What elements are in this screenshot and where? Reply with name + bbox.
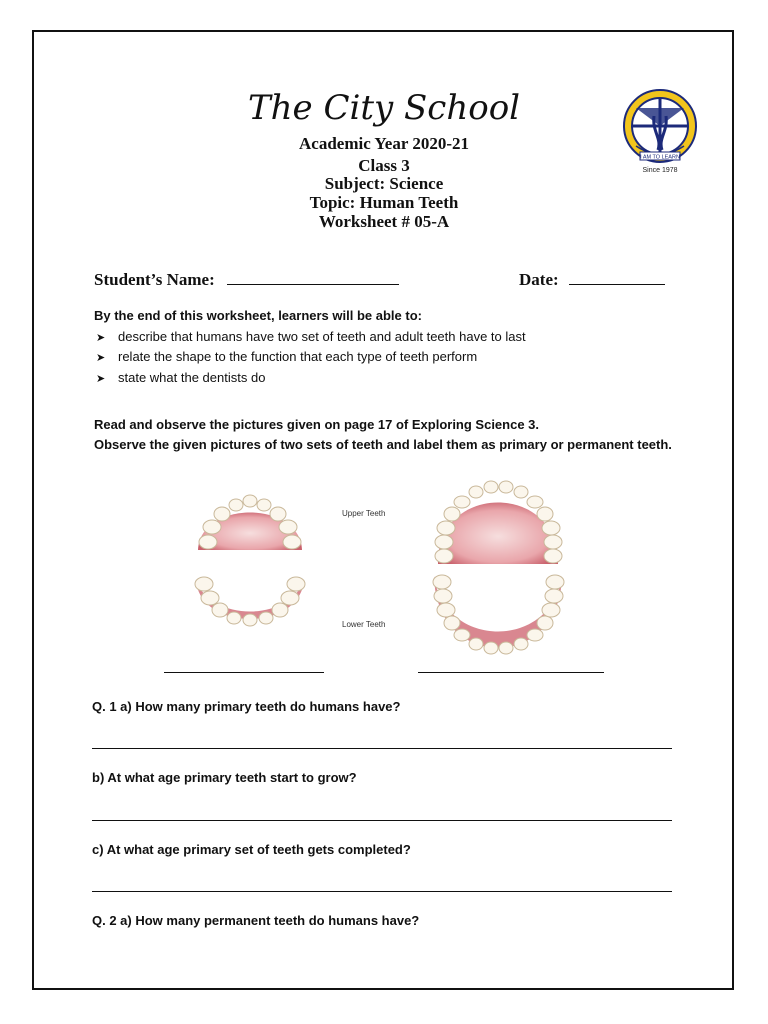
question-2a: Q. 2 a) How many permanent teeth do humans have? <box>92 913 420 928</box>
upper-teeth-label: Upper Teeth <box>342 509 386 518</box>
instruction-1: Read and observe the pictures given on page 17 of Exploring Science 3. <box>94 417 540 432</box>
worksheet-label: Worksheet # 05-A <box>318 212 450 231</box>
arrow-bullet-icon: ➤ <box>96 352 106 364</box>
question-1a: Q. 1 a) How many primary teeth do humans have? <box>92 699 401 714</box>
academic-year: Academic Year 2020-21 <box>299 134 469 153</box>
answer-line-1b[interactable] <box>92 820 672 821</box>
primary-lower-arch <box>195 577 305 626</box>
question-1c: c) At what age primary set of teeth gets completed? <box>92 842 411 857</box>
lower-teeth-label: Lower Teeth <box>342 620 386 629</box>
objective-item: ➤ relate the shape to the function that each type of teeth perform <box>96 349 478 364</box>
student-name-label: Student’s Name: <box>94 270 215 289</box>
question-1b: b) At what age primary teeth start to grow? <box>92 770 357 785</box>
student-name-row <box>94 270 399 290</box>
answer-line-1c[interactable] <box>92 891 672 892</box>
arrow-bullet-icon: ➤ <box>96 373 106 385</box>
date-row <box>519 270 665 290</box>
school-logo <box>622 86 698 178</box>
school-title: The City School <box>247 88 521 128</box>
objective-item: ➤ describe that humans have two set of teeth and adult teeth have to last <box>96 329 526 344</box>
permanent-upper-arch <box>435 481 562 564</box>
answer-line-1a[interactable] <box>92 748 672 749</box>
objective-item: ➤ state what the dentists do <box>96 370 266 385</box>
arrow-bullet-icon: ➤ <box>96 332 106 344</box>
student-name-field[interactable] <box>227 270 399 285</box>
primary-upper-arch <box>198 495 302 550</box>
subject-label: Subject: Science <box>324 174 444 193</box>
date-field[interactable] <box>569 270 665 285</box>
objectives-intro: By the end of this worksheet, learners will be able to: <box>94 308 422 323</box>
class-label: Class 3 <box>358 156 410 175</box>
label-answer-line-left[interactable] <box>164 672 324 673</box>
logo-since: Since 1978 <box>642 167 678 174</box>
teeth-figure <box>160 472 600 658</box>
date-label: Date: <box>519 270 559 289</box>
label-answer-line-right[interactable] <box>418 672 604 673</box>
logo-motto: I AM TO LEARN <box>640 154 680 161</box>
topic-label: Topic: Human Teeth <box>309 193 459 212</box>
instruction-2: Observe the given pictures of two sets of teeth and label them as primary or permanent teeth. <box>94 437 672 452</box>
permanent-lower-arch <box>433 575 564 654</box>
